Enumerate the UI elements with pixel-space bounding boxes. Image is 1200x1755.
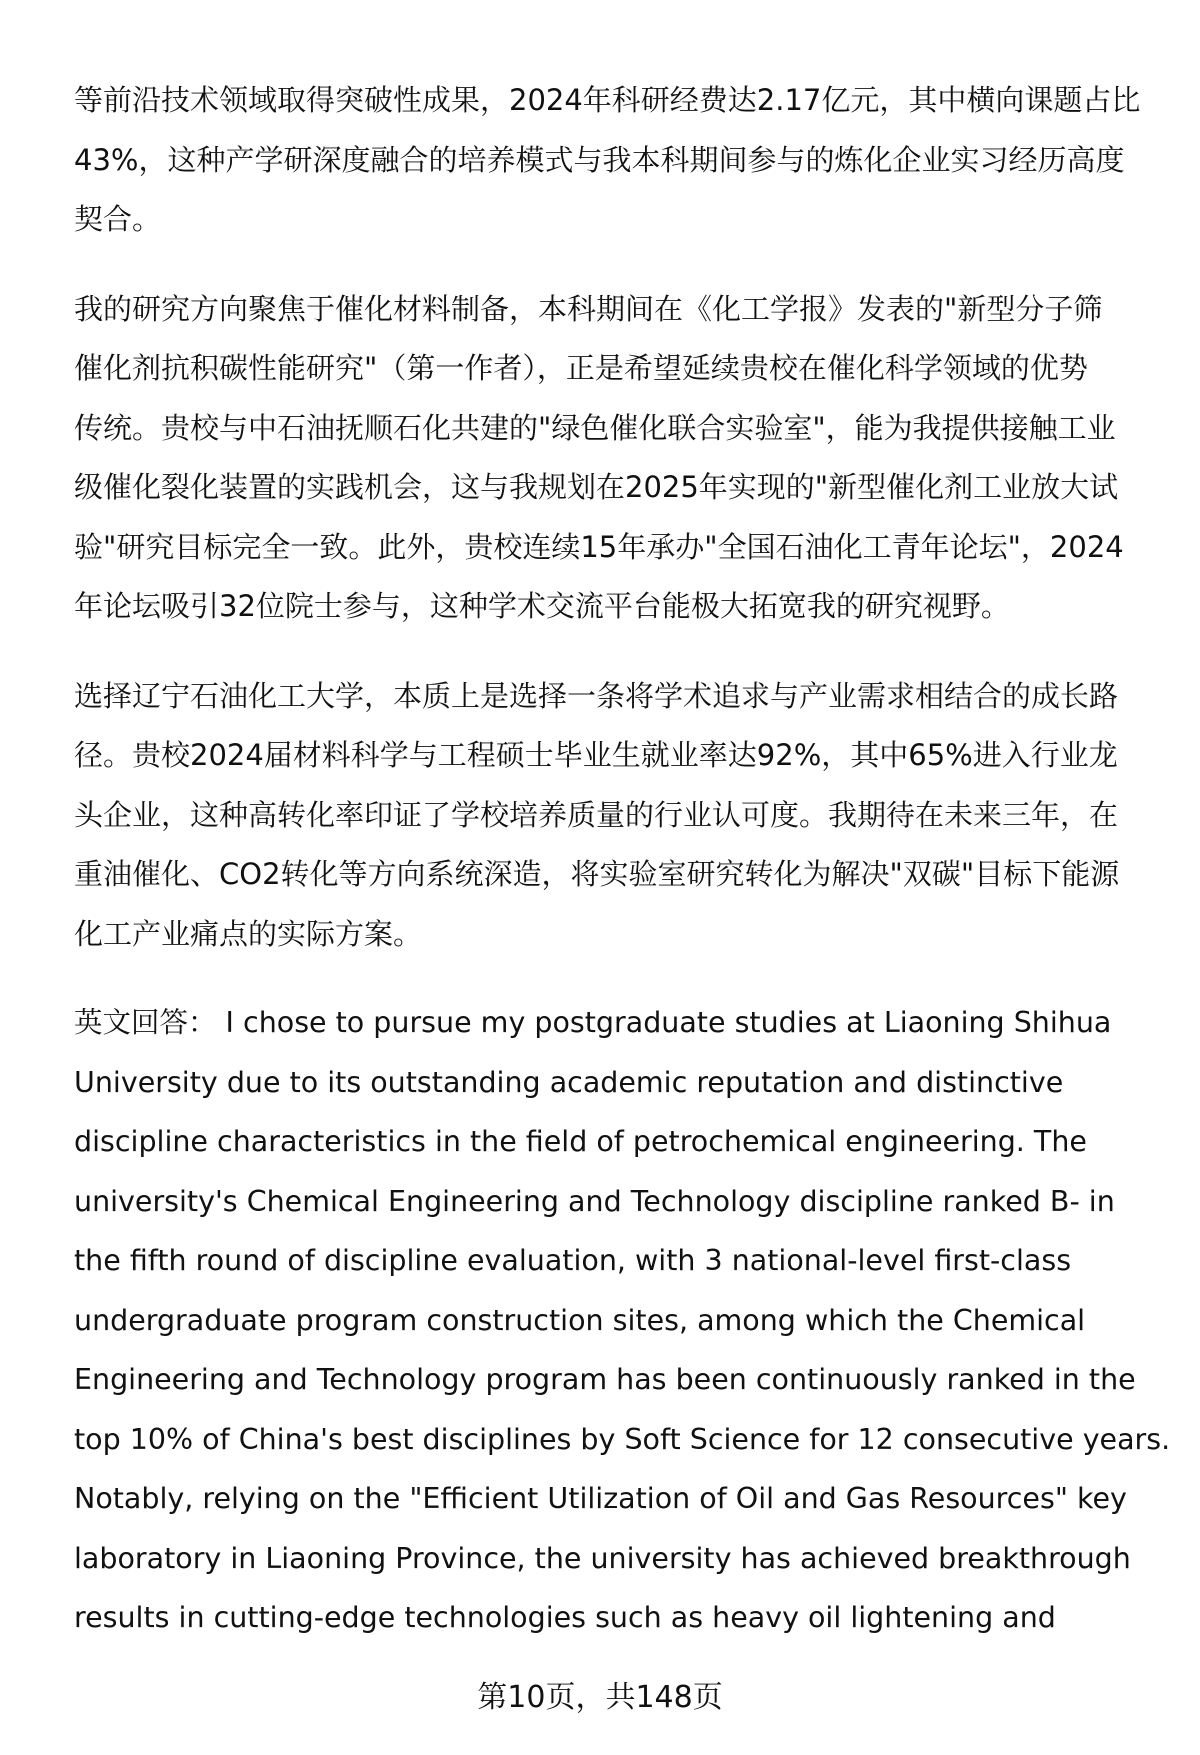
text-line: 年论坛吸引32位院士参与，这种学术交流平台能极大拓宽我的研究视野。 [74, 589, 1010, 623]
text-line: undergraduate program construction sites, among which the Chemical [74, 1303, 1086, 1337]
paragraph-1 [74, 78, 1164, 257]
document-page [74, 78, 1171, 1686]
text-line: 等前沿技术领域取得突破性成果，2024年科研经费达2.17亿元，其中横向课题占比 [74, 83, 1141, 117]
text-line: Engineering and Technology program has been continuously ranked in the [74, 1363, 1136, 1396]
text-line: the fifth round of discipline evaluation, with 3 national-level first-class [74, 1244, 1072, 1277]
text-line: 头企业，这种高转化率印证了学校培养质量的行业认可度。我期待在未来三年，在 [74, 797, 1119, 832]
text-line: top 10% of China's best disciplines by Soft Science for 12 consecutive years. [74, 1422, 1171, 1456]
text-line: 43%，这种产学研深度融合的培养模式与我本科期间参与的炼化企业实习经历高度 [74, 142, 1125, 177]
text-line: 级催化裂化装置的实践机会，这与我规划在2025年实现的"新型催化剂工业放大试 [74, 470, 1119, 504]
text-line: 选择辽宁石油化工大学，本质上是选择一条将学术追求与产业需求相结合的成长路 [74, 678, 1119, 713]
text-line: 英文回答： I chose to pursue my postgraduate studies at Liaoning Shihua [74, 1006, 1112, 1039]
text-line: 化工产业痛点的实际方案。 [74, 916, 423, 951]
text-line: 验"研究目标完全一致。此外，贵校连续15年承办"全国石油化工青年论坛"，2024 [74, 529, 1124, 564]
text-line: discipline characteristics in the field of petrochemical engineering. The [74, 1125, 1087, 1158]
text-line: laboratory in Liaoning Province, the university has achieved breakthrough [74, 1541, 1131, 1575]
text-line: 我的研究方向聚焦于催化材料制备，本科期间在《化工学报》发表的"新型分子筛 [74, 291, 1103, 326]
text-line: University due to its outstanding academic reputation and distinctive [74, 1065, 1064, 1099]
text-line: Notably, relying on the "Efficient Utilization of Oil and Gas Resources" key [74, 1482, 1127, 1515]
text-line: 传统。贵校与中石油抚顺石化共建的"绿色催化联合实验室"，能为我提供接触工业 [74, 410, 1116, 445]
text-line: 重油催化、CO2转化等方向系统深造，将实验室研究转化为解决"双碳"目标下能源 [74, 857, 1120, 891]
paragraph-2 [74, 287, 1164, 644]
paragraph-english-answer [74, 1001, 1171, 1656]
text-line: university's Chemical Engineering and Technology discipline ranked B- in [74, 1184, 1115, 1218]
text-line: results in cutting-edge technologies such as heavy oil lightening and [74, 1601, 1056, 1634]
text-line: 催化剂抗积碳性能研究"（第一作者），正是希望延续贵校在催化科学领域的优势 [74, 351, 1088, 385]
text-line: 契合。 [74, 202, 162, 236]
page-number: 第10页，共148页 [477, 1680, 723, 1715]
text-line: 径。贵校2024届材料科学与工程硕士毕业生就业率达92%，其中65%进入行业龙 [74, 738, 1118, 772]
paragraph-3 [74, 674, 1164, 972]
